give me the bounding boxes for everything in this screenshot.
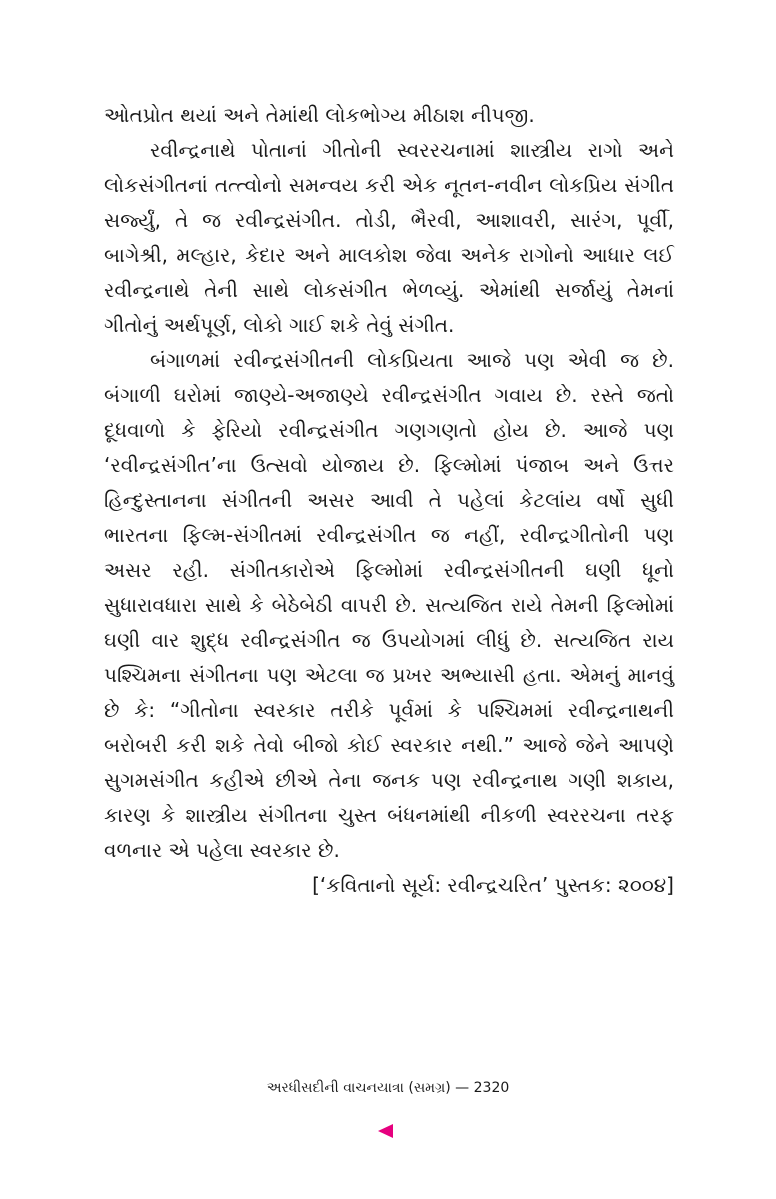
paragraph: રવીન્દ્રનાથે પોતાનાં ગીતોની સ્વરરચનામાં શાસ્ત્રીય રાગો અને લોકસંગીતનાં તત્ત્વોનો સમન્વય કરી એક નૂતન-નવીન લોકપ્રિય સંગીત સર્જ્યું, તે જ રવીન્દ્રસંગીત. તોડી, ભૈરવી, આશાવરી, સારંગ, પૂર્વી, બાગેશ્રી, મલ્હાર, કેદાર અને માલકોશ જેવા અનેક રાગોનો આધાર લઈ રવીન્દ્રનાથે તેની સાથે લોકસંગીત ભેળવ્યું. એમાંથી સર્જાયું તેમનાં ગીતોનું અર્થપૂર્ણ, લોકો ગાઈ શકે તેવું સંગીત. <box>104 138 674 337</box>
article-body <box>104 98 674 903</box>
previous-page-button[interactable] <box>376 1121 396 1141</box>
triangle-left-icon <box>378 1124 393 1138</box>
paragraph: બંગાળમાં રવીન્દ્રસંગીતની લોકપ્રિયતા આજે પણ એવી જ છે. બંગાળી ઘરોમાં જાણ્યે-અજાણ્યે રવીન્દ્રસંગીત ગવાય છે. રસ્તે જતો દૂધવાળો કે ફેરિયો રવીન્દ્રસંગીત ગણગણતો હોય છે. આજે પણ ‘રવીન્દ્રસંગીત’ના ઉત્સવો યોજાય છે. ફિલ્મોમાં પંજાબ અને ઉત્તર હિન્દુસ્તાનના સંગીતની અસર આવી તે પહેલાં કેટલાંય વર્ષો સુધી ભારતના ફિલ્મ-સંગીતમાં રવીન્દ્રસંગીત જ નહીં, રવીન્દ્રગીતોની પણ અસર રહી. સંગીતકારોએ ફિલ્મોમાં રવીન્દ્રસંગીતની ઘણી ધૂનો સુધારાવધારા સાથે કે બેઠેબેઠી વાપરી છે. સત્યજિત રાયે તેમની ફિલ્મોમાં ઘણી વાર શુદ્ધ રવીન્દ્રસંગીત જ ઉપયોગમાં લીધું છે. સત્યજિત રાય પશ્ચિમના સંગીતના પણ એટલા જ પ્રખર અભ્યાસી હતા. એમનું માનવું છે કે: “ગીતોના સ્વરકાર તરીકે પૂર્વમાં કે પશ્ચિમમાં રવીન્દ્રનાથની બરોબરી કરી શકે તેવો બીજો કોઈ સ્વરકાર નથી.” આજે જેને આપણે સુગમસંગીત કહીએ છીએ તેના જનક પણ રવીન્દ્રનાથ ગણી શકાય, કારણ કે શાસ્ત્રીય સંગીતના ચુસ્ત બંધનમાંથી નીકળી સ્વરરચના તરફ વળનાર એ પહેલા સ્વરકાર છે. <box>104 348 674 862</box>
running-footer: અરધીસદીની વાચનયાત્રા (સમગ્ર) — 2320 <box>266 1080 510 1096</box>
source-citation: [‘કવિતાનો સૂર્ય: રવીન્દ્રચરિત’ પુસ્તક: ૨૦૦૪] <box>312 873 674 897</box>
paragraph-continuation: ઓતપ્રોત થયાં અને તેમાંથી લોકભોગ્ય મીઠાશ નીપજી. <box>104 103 535 127</box>
